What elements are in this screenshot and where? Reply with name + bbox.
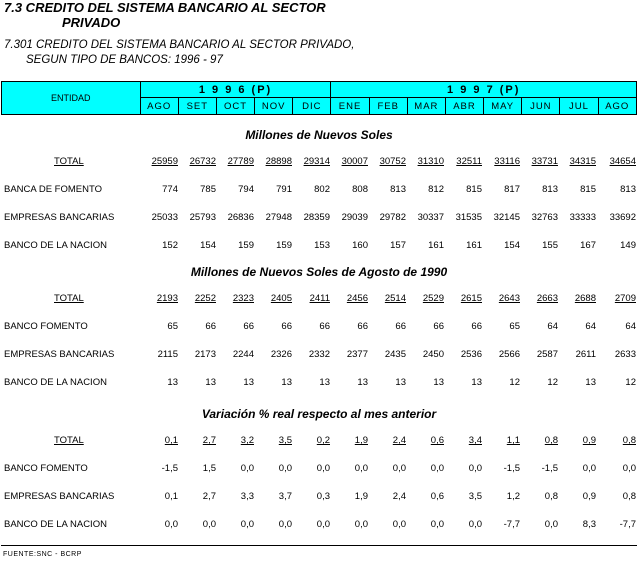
cell-value: 2633 (614, 349, 636, 360)
cell-value: 159 (276, 240, 292, 251)
cell-value: 157 (390, 240, 406, 251)
section-title: Millones de Nuevos Soles de Agosto de 1990 (190, 265, 448, 279)
cell-value: 0,0 (278, 463, 292, 474)
cell-value: 2688 (574, 293, 596, 304)
cell-value: 0,0 (164, 519, 178, 530)
cell-value: 29314 (303, 156, 330, 167)
cell-value: 28898 (265, 156, 292, 167)
cell-value: 0,6 (430, 491, 444, 502)
cell-value: 0,0 (278, 519, 292, 530)
cell-value: 13 (433, 377, 444, 388)
cell-value: 0,0 (202, 519, 216, 530)
cell-value: 32145 (493, 212, 520, 223)
cell-value: 1,2 (506, 491, 520, 502)
cell-value: 802 (314, 184, 330, 195)
cell-value: 13 (395, 377, 406, 388)
cell-value: 2587 (536, 349, 558, 360)
cell-value: 64 (585, 321, 596, 332)
month-header: NOV (255, 98, 293, 115)
cell-value: 66 (243, 321, 254, 332)
cell-value: 34315 (569, 156, 596, 167)
cell-value: 3,5 (468, 491, 482, 502)
cell-value: 66 (205, 321, 216, 332)
cell-value: 159 (238, 240, 254, 251)
cell-value: 813 (542, 184, 558, 195)
cell-value: 31535 (455, 212, 482, 223)
cell-value: 2115 (157, 349, 178, 360)
cell-value: 155 (542, 240, 558, 251)
cell-value: 2244 (232, 349, 254, 360)
cell-value: 2332 (308, 349, 330, 360)
cell-value: 13 (281, 377, 292, 388)
cell-value: 0,0 (354, 519, 368, 530)
cell-value: 791 (276, 184, 292, 195)
cell-value: 0,8 (622, 435, 636, 446)
cell-value: 2709 (614, 293, 636, 304)
cell-value: 0,0 (316, 463, 330, 474)
cell-value: 13 (357, 377, 368, 388)
table-row (1, 184, 637, 198)
cell-value: 2663 (536, 293, 558, 304)
section-title: Millones de Nuevos Soles (245, 128, 393, 142)
cell-value: 2611 (575, 349, 596, 360)
cell-value: 13 (585, 377, 596, 388)
cell-value: 161 (466, 240, 482, 251)
report-title (4, 0, 424, 30)
cell-value: -7,7 (503, 519, 520, 530)
cell-value: 3,7 (278, 491, 292, 502)
cell-value: 0,1 (164, 491, 178, 502)
year-1997-header: 1 9 9 7 (P) (331, 82, 637, 98)
cell-value: 13 (205, 377, 216, 388)
cell-value: 813 (620, 184, 636, 195)
cell-value: 28359 (303, 212, 330, 223)
cell-value: 64 (547, 321, 558, 332)
cell-value: 33692 (609, 212, 636, 223)
cell-value: 1,9 (354, 491, 368, 502)
cell-value: 2,7 (202, 491, 216, 502)
cell-value: 774 (162, 184, 178, 195)
cell-value: 32511 (456, 156, 482, 167)
cell-value: 808 (352, 184, 368, 195)
cell-value: 66 (357, 321, 368, 332)
cell-value: 2450 (422, 349, 444, 360)
row-label: TOTAL (54, 435, 84, 446)
cell-value: -1,5 (541, 463, 558, 474)
cell-value: 2536 (460, 349, 482, 360)
row-label: BANCO FOMENTO (4, 321, 88, 332)
row-label: BANCO DE LA NACION (4, 377, 107, 388)
cell-value: 149 (620, 240, 636, 251)
cell-value: 817 (504, 184, 520, 195)
cell-value: 0,0 (468, 519, 482, 530)
cell-value: -1,5 (161, 463, 178, 474)
cell-value: 0,0 (430, 463, 444, 474)
year-1996-header: 1 9 9 6 (P) (140, 82, 331, 98)
report-title-line2: PRIVADO (62, 15, 121, 30)
cell-value: 0,0 (392, 519, 406, 530)
cell-value: -7,7 (619, 519, 636, 530)
table-subtitle-line2: SEGUN TIPO DE BANCOS: 1996 - 97 (26, 54, 223, 66)
section-title: Variación % real respecto al mes anterior (201, 407, 437, 421)
cell-value: -1,5 (503, 463, 520, 474)
cell-value: 13 (243, 377, 254, 388)
cell-value: 25033 (151, 212, 178, 223)
cell-value: 33116 (494, 156, 520, 167)
month-header: DIC (293, 98, 331, 115)
cell-value: 32763 (531, 212, 558, 223)
table-row (1, 491, 637, 505)
cell-value: 2,4 (392, 491, 406, 502)
cell-value: 0,0 (430, 519, 444, 530)
source-note: FUENTE:SNC - BCRP (3, 551, 82, 558)
cell-value: 153 (314, 240, 330, 251)
cell-value: 26732 (189, 156, 216, 167)
cell-value: 2377 (346, 349, 368, 360)
cell-value: 66 (395, 321, 406, 332)
cell-value: 0,0 (582, 463, 596, 474)
cell-value: 0,0 (392, 463, 406, 474)
row-label: BANCO FOMENTO (4, 463, 88, 474)
cell-value: 167 (580, 240, 596, 251)
month-header: MAR (407, 98, 445, 115)
table-subtitle (4, 38, 354, 68)
cell-value: 0,8 (544, 491, 558, 502)
cell-value: 13 (471, 377, 482, 388)
cell-value: 812 (428, 184, 444, 195)
cell-value: 152 (162, 240, 178, 251)
cell-value: 25793 (189, 212, 216, 223)
cell-value: 2615 (460, 293, 482, 304)
cell-value: 64 (625, 321, 636, 332)
cell-value: 29782 (379, 212, 406, 223)
cell-value: 65 (509, 321, 520, 332)
cell-value: 0,0 (240, 519, 254, 530)
cell-value: 154 (504, 240, 520, 251)
table-row (1, 212, 637, 226)
row-label: BANCO DE LA NACION (4, 240, 107, 251)
cell-value: 0,8 (544, 435, 558, 446)
cell-value: 0,9 (582, 435, 596, 446)
cell-value: 29039 (341, 212, 368, 223)
cell-value: 25959 (151, 156, 178, 167)
cell-value: 2,4 (392, 435, 406, 446)
cell-value: 794 (238, 184, 254, 195)
cell-value: 8,3 (582, 519, 596, 530)
cell-value: 160 (352, 240, 368, 251)
cell-value: 2252 (194, 293, 216, 304)
cell-value: 13 (319, 377, 330, 388)
table-header (1, 81, 637, 115)
cell-value: 2405 (270, 293, 292, 304)
total-row (1, 293, 637, 307)
cell-value: 2566 (498, 349, 520, 360)
cell-value: 27948 (265, 212, 292, 223)
cell-value: 1,5 (202, 463, 216, 474)
cell-value: 13 (167, 377, 178, 388)
total-row (1, 435, 637, 449)
cell-value: 12 (547, 377, 558, 388)
cell-value: 0,6 (430, 435, 444, 446)
month-header: ENE (331, 98, 369, 115)
cell-value: 1,9 (354, 435, 368, 446)
cell-value: 12 (625, 377, 636, 388)
cell-value: 66 (471, 321, 482, 332)
cell-value: 3,3 (240, 491, 254, 502)
month-header: MAY (484, 98, 522, 115)
cell-value: 65 (167, 321, 178, 332)
table-row (1, 377, 637, 391)
cell-value: 0,1 (164, 435, 178, 446)
cell-value: 31310 (417, 156, 444, 167)
month-header: AGO (598, 98, 636, 115)
table-row (1, 463, 637, 477)
cell-value: 66 (433, 321, 444, 332)
cell-value: 0,0 (316, 519, 330, 530)
cell-value: 2643 (498, 293, 520, 304)
cell-value: 27789 (227, 156, 254, 167)
cell-value: 12 (509, 377, 520, 388)
cell-value: 2,7 (202, 435, 216, 446)
cell-value: 33731 (531, 156, 558, 167)
month-header: ABR (445, 98, 483, 115)
cell-value: 0,3 (316, 491, 330, 502)
month-header: SET (178, 98, 216, 115)
month-header: JUL (560, 98, 598, 115)
cell-value: 3,4 (468, 435, 482, 446)
row-label: EMPRESAS BANCARIAS (4, 491, 115, 502)
cell-value: 3,2 (240, 435, 254, 446)
cell-value: 0,0 (240, 463, 254, 474)
cell-value: 2323 (232, 293, 254, 304)
cell-value: 0,0 (622, 463, 636, 474)
cell-value: 2326 (270, 349, 292, 360)
cell-value: 30752 (379, 156, 406, 167)
report-title-line1: 7.3 CREDITO DEL SISTEMA BANCARIO AL SECTOR (4, 0, 326, 15)
row-label: TOTAL (54, 156, 84, 167)
row-label: EMPRESAS BANCARIAS (4, 212, 115, 223)
cell-value: 26836 (227, 212, 254, 223)
table-row (1, 321, 637, 335)
cell-value: 2193 (156, 293, 178, 304)
table-row (1, 519, 637, 533)
cell-value: 0,2 (316, 435, 330, 446)
cell-value: 66 (281, 321, 292, 332)
total-row (1, 156, 637, 170)
row-label: EMPRESAS BANCARIAS (4, 349, 115, 360)
cell-value: 2173 (194, 349, 216, 360)
cell-value: 0,9 (582, 491, 596, 502)
cell-value: 30337 (417, 212, 444, 223)
cell-value: 815 (466, 184, 482, 195)
table-row (1, 240, 637, 254)
cell-value: 815 (580, 184, 596, 195)
cell-value: 3,5 (278, 435, 292, 446)
cell-value: 0,0 (544, 519, 558, 530)
cell-value: 30007 (341, 156, 368, 167)
cell-value: 2514 (384, 293, 406, 304)
cell-value: 2529 (422, 293, 444, 304)
row-label: TOTAL (54, 293, 84, 304)
cell-value: 785 (200, 184, 216, 195)
cell-value: 34654 (609, 156, 636, 167)
cell-value: 1,1 (506, 435, 520, 446)
cell-value: 66 (319, 321, 330, 332)
cell-value: 0,8 (622, 491, 636, 502)
table-row (1, 349, 637, 363)
cell-value: 33333 (569, 212, 596, 223)
month-header: AGO (140, 98, 178, 115)
cell-value: 154 (200, 240, 216, 251)
month-header: FEB (369, 98, 407, 115)
row-label: BANCO DE LA NACION (4, 519, 107, 530)
cell-value: 2411 (309, 293, 330, 304)
cell-value: 161 (428, 240, 444, 251)
entity-header: ENTIDAD (2, 82, 141, 115)
month-header: JUN (522, 98, 560, 115)
cell-value: 813 (390, 184, 406, 195)
cell-value: 2456 (346, 293, 368, 304)
row-label: BANCA DE FOMENTO (4, 184, 103, 195)
table-subtitle-line1: 7.301 CREDITO DEL SISTEMA BANCARIO AL SECTOR PRIVADO, (4, 39, 355, 51)
cell-value: 2435 (384, 349, 406, 360)
month-header: OCT (216, 98, 254, 115)
cell-value: 0,0 (354, 463, 368, 474)
footer-rule (1, 545, 637, 546)
cell-value: 0,0 (468, 463, 482, 474)
